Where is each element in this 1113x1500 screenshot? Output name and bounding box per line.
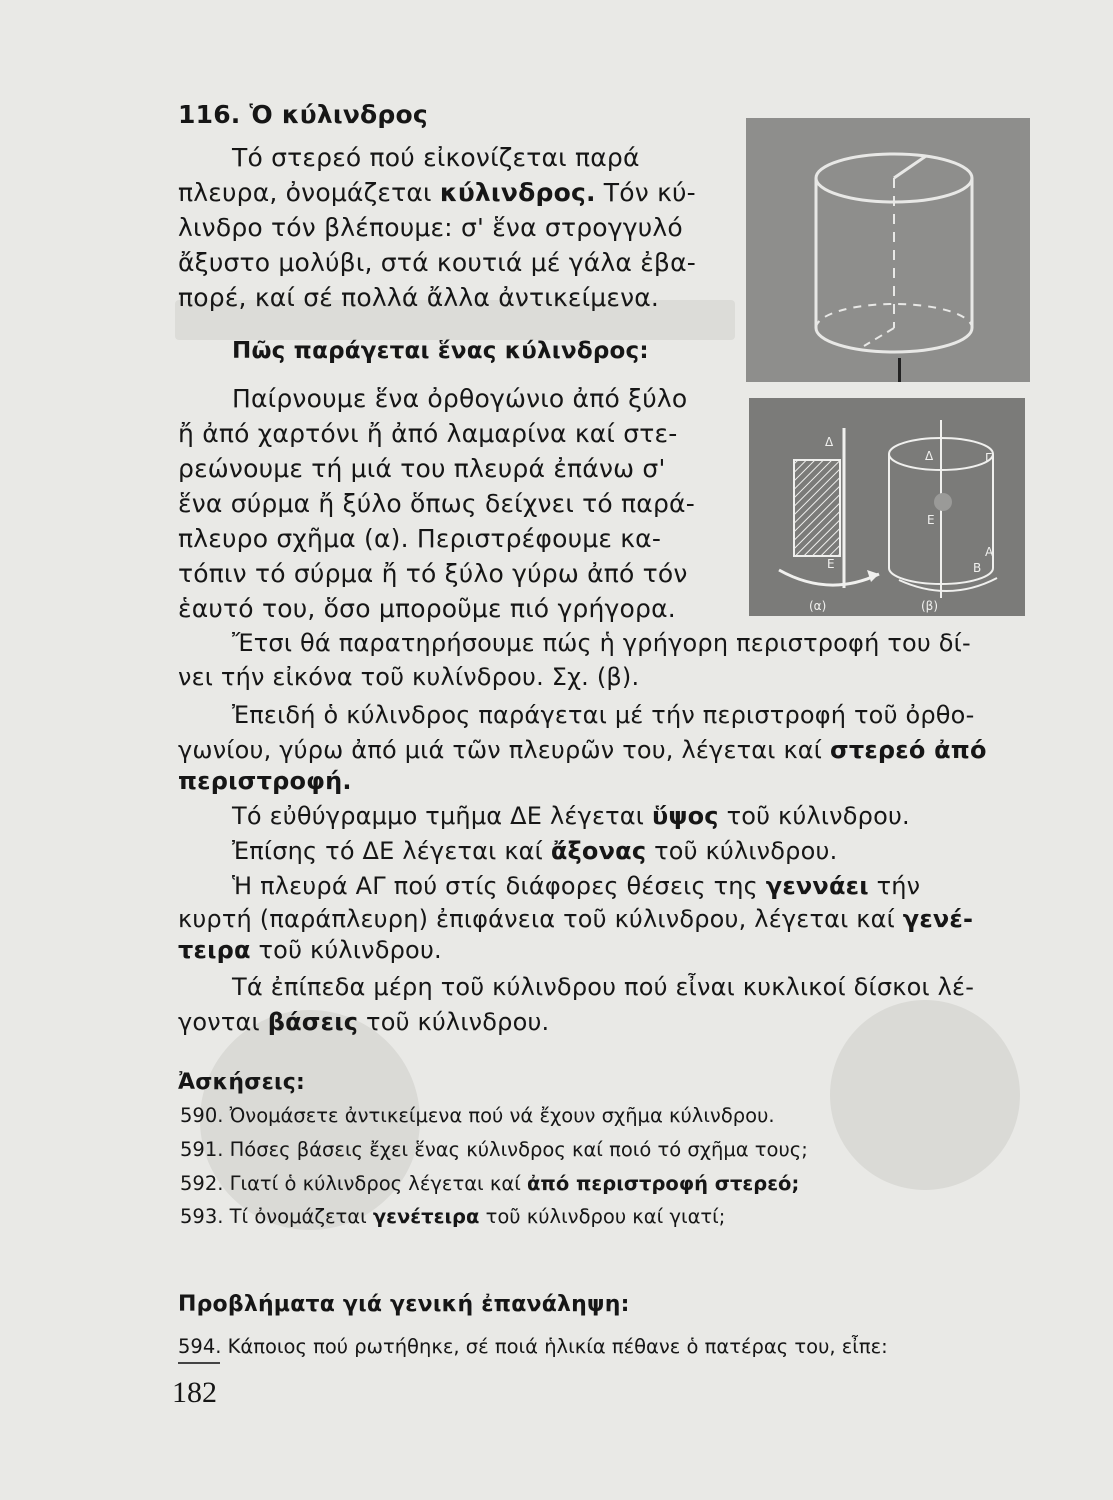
body1-line-6: τόπιν τό σύρμα ἤ τό ξύλο γύρω ἀπό τόν: [178, 559, 688, 588]
body1-line-4: ἕνα σύρμα ἤ ξύλο ὅπως δείχνει τό παρά-: [178, 489, 695, 518]
footnote-rule: [178, 1362, 220, 1364]
term-gennaei: γεννάει: [765, 872, 869, 900]
term-apo-peristrofi-stereo: ἀπό περιστροφή στερεό;: [527, 1172, 800, 1195]
page-number: 182: [172, 1376, 217, 1409]
body1-line-2: ἤ ἀπό χαρτόνι ἤ ἀπό λαμαρίνα καί στε-: [178, 419, 678, 448]
caption-b: (β): [921, 599, 939, 613]
label-gamma-b: Γ: [985, 451, 992, 465]
body1-line-5: πλευρο σχῆμα (α). Περιστρέφουμε κα-: [178, 524, 662, 553]
label-alpha-b: Α: [985, 545, 994, 559]
label-beta-b: Β: [973, 561, 982, 575]
bleed-through-sphere: [830, 1000, 1020, 1190]
label-epsilon-b: Ε: [927, 513, 935, 527]
body2-line-7: Ἐπίσης τό ΔΕ λέγεται καί ἄξονας τοῦ κύλινδρου.: [232, 837, 838, 865]
intro-line-1: Τό στερεό πού εἰκονίζεται παρά: [232, 143, 640, 172]
term-aksonas: ἄξονας: [550, 837, 647, 865]
intro-line-2: πλευρα, ὀνομάζεται κύλινδρος. Τόν κύ-: [178, 178, 696, 207]
term-vaseis: βάσεις: [267, 1008, 359, 1036]
body2-line-11: Τά ἐπίπεδα μέρη τοῦ κύλινδρου πού εἶναι κυκλικοί δίσκοι λέ-: [232, 973, 975, 1001]
term-peristrofi: περιστροφή.: [178, 767, 352, 795]
body2-line-9: κυρτή (παράπλευρη) ἐπιφάνεια τοῦ κύλινδρου, λέγεται καί γενέ-: [178, 905, 974, 933]
exercise-591: 591. Πόσες βάσεις ἔχει ἕνας κύλινδρος καί ποιό τό σχῆμα τους;: [180, 1138, 808, 1161]
exercise-592: 592. Γιατί ὁ κύλινδρος λέγεται καί ἀπό περιστροφή στερεό;: [180, 1172, 800, 1195]
figure-divider-mark: [898, 358, 901, 382]
label-delta-b: Δ: [925, 449, 934, 463]
body2-line-5: [178, 766, 352, 796]
cylinder-photo: [746, 118, 1030, 382]
term-geneteira: γενέτειρα: [372, 1205, 480, 1228]
term-kylindros: κύλινδρος.: [439, 178, 596, 207]
body1-line-7: ἑαυτό του, ὅσο μποροῦμε πιό γρήγορα.: [178, 594, 676, 623]
cylinder-figure: [746, 118, 1030, 618]
body2-line-12: γονται βάσεις τοῦ κύλινδρου.: [178, 1008, 550, 1036]
cylinder-photo-drawing: [746, 118, 1030, 382]
problems-heading: Προβλήματα γιά γενική ἐπανάληψη:: [178, 1292, 630, 1317]
body1-line-3: ρεώνουμε τή μιά του πλευρά ἐπάνω σ': [178, 454, 666, 483]
exercises-heading: Ἀσκήσεις:: [178, 1070, 306, 1095]
body2-line-6: Τό εὐθύγραμμο τμῆμα ΔΕ λέγεται ὕψος τοῦ κύλινδρου.: [232, 802, 910, 830]
body2-line-4: γωνίου, γύρω ἀπό μιά τῶν πλευρῶν του, λέγεται καί στερεό ἀπό: [178, 736, 987, 764]
caption-a: (α): [809, 599, 827, 613]
subheading: Πῶς παράγεται ἕνας κύλινδρος:: [232, 338, 649, 364]
intro-line-5: πορέ, καί σέ πολλά ἄλλα ἀντικείμενα.: [178, 283, 660, 312]
term-gene-part2: τειρα: [178, 936, 251, 964]
intro-line-3: λινδρο τόν βλέπουμε: σ' ἕνα στρογγυλό: [178, 213, 683, 242]
rotation-diagram: [749, 398, 1025, 616]
exercise-593: 593. Τί ὀνομάζεται γενέτειρα τοῦ κύλινδρου καί γιατί;: [180, 1205, 726, 1228]
body2-line-8: Ἡ πλευρά ΑΓ πού στίς διάφορες θέσεις της γεννάει τήν: [232, 872, 921, 900]
term-stereo-apo: στερεό ἀπό: [829, 736, 987, 764]
label-delta-a: Δ: [825, 435, 834, 449]
label-epsilon-a: Ε: [827, 557, 835, 571]
rotation-diagram-drawing: [749, 398, 1025, 616]
intro-line-4: ἄξυστο μολύβι, στά κουτιά μέ γάλα ἐβα-: [178, 248, 696, 277]
body2-line-10: τειρα τοῦ κύλινδρου.: [178, 936, 442, 964]
body2-line-3: Ἐπειδή ὁ κύλινδρος παράγεται μέ τήν περιστροφή τοῦ ὀρθο-: [232, 701, 975, 729]
body1-line-1: Παίρνουμε ἕνα ὀρθογώνιο ἀπό ξύλο: [232, 384, 688, 413]
term-gene-part1: γενέ-: [902, 905, 974, 933]
body2-line-2: νει τήν εἰκόνα τοῦ κυλίνδρου. Σχ. (β).: [178, 663, 640, 691]
problem-594: 594. Κάποιος πού ρωτήθηκε, σέ ποιά ἡλικία πέθανε ὁ πατέρας του, εἶπε:: [178, 1335, 888, 1358]
section-title: 116. Ὁ κύλινδρος: [178, 100, 428, 129]
body2-line-1: Ἔτσι θά παρατηρήσουμε πώς ἡ γρήγορη περιστροφή του δί-: [232, 629, 971, 657]
exercise-590: 590. Ὀνομάσετε ἀντικείμενα πού νά ἔχουν σχῆμα κύλινδρου.: [180, 1104, 775, 1127]
term-ypsos: ὕψος: [651, 802, 719, 830]
